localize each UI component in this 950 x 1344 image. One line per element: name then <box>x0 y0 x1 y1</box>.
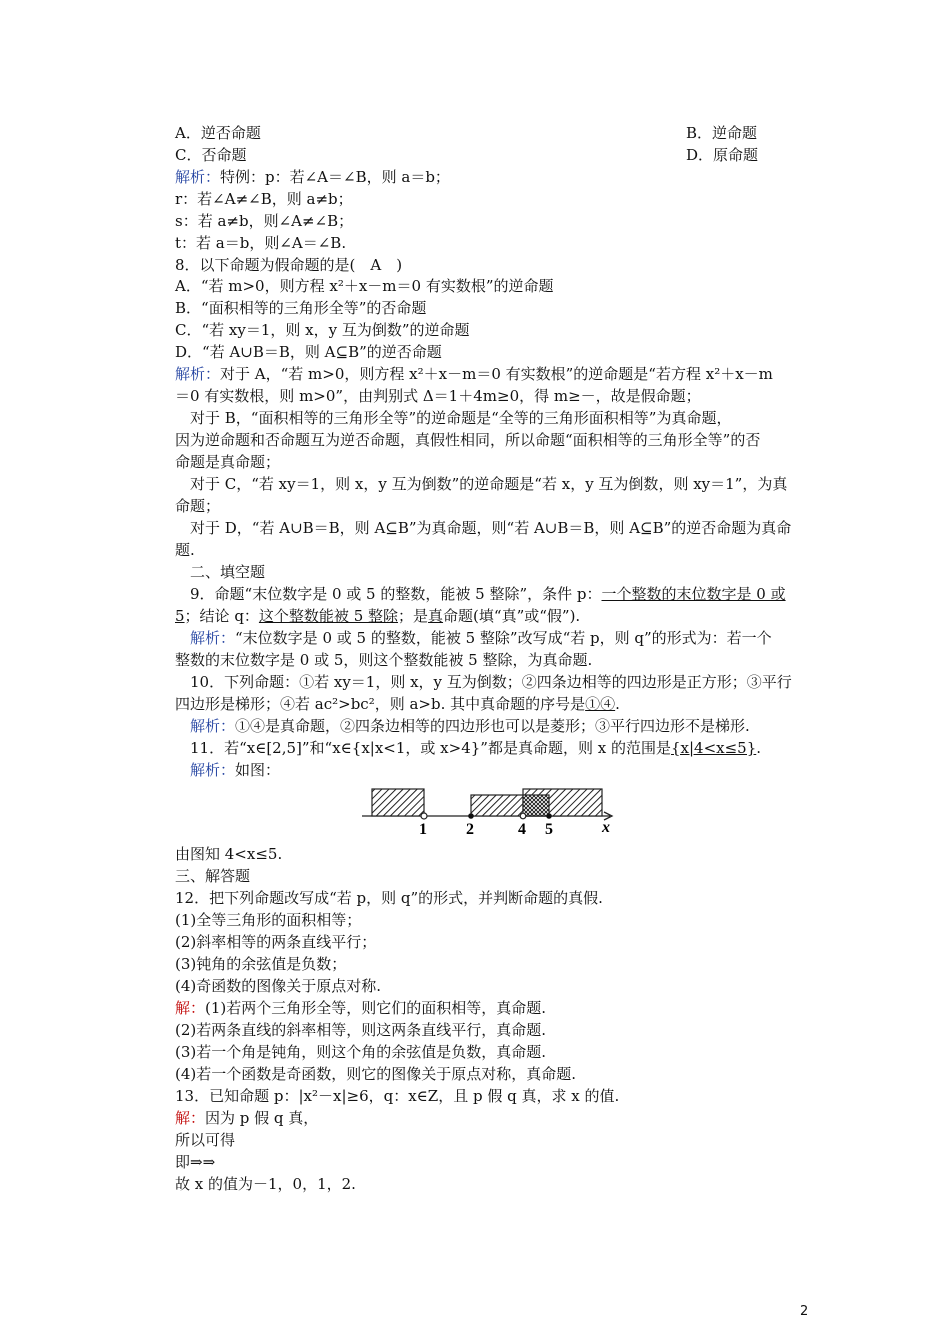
q12-item-1: (1)全等三角形的面积相等； <box>175 911 362 929</box>
q11-text: 11．若“x∈[2,5]”和“x∈{x|x<1，或 x>4}”都是真命题，则 x 的范围是 <box>190 739 671 757</box>
analysis-label: 解析： <box>175 168 221 186</box>
q8-option-d: D．“若 A∪B＝B，则 A⊆B”的逆否命题 <box>175 343 442 361</box>
q12-solution-line-1 <box>175 998 815 1019</box>
q8-stem: 8．以下命题为假命题的是( A ) <box>175 256 403 274</box>
q10-text: 四边形是梯形；④若 ac²>bc²，则 a>b. 其中真命题的序号是 <box>175 695 586 713</box>
tick-label-2: 2 <box>466 821 474 838</box>
q8-analysis-line-1 <box>175 364 815 385</box>
q7-analysis-line-1 <box>175 167 815 188</box>
analysis-text: “末位数字是 0 或 5 的整数，能被 5 整除”改写成“若 p，则 q”的形式为：若一个 <box>235 629 772 647</box>
q8-analysis-line-7: 命题； <box>175 497 221 515</box>
q8-analysis-line-9: 题. <box>175 541 195 559</box>
section-heading-fill-in: 二、填空题 <box>190 563 266 581</box>
q13-solution-line-2: 所以可得 <box>175 1131 236 1149</box>
number-line-figure <box>362 780 622 840</box>
analysis-text: 特例：p：若∠A＝∠B，则 a＝b； <box>220 168 450 186</box>
section-heading-solutions: 三、解答题 <box>175 867 251 885</box>
q9-answer-p-cont: 5 <box>175 607 185 625</box>
q10-text: . <box>615 695 620 713</box>
q11-conclusion: 由图知 4<x≤5. <box>175 845 283 863</box>
closed-point-2 <box>468 813 474 819</box>
q7-analysis-line-3: s：若 a≠b，则∠A≠∠B； <box>175 212 354 230</box>
closed-point-5 <box>546 813 552 819</box>
q8-analysis-line-3: 对于 B，“面积相等的三角形全等”的逆命题是“全等的三角形面积相等”为真命题， <box>190 409 732 427</box>
overlap-4-to-5 <box>523 795 549 816</box>
q8-option-c: C．“若 xy＝1，则 x，y 互为倒数”的逆命题 <box>175 321 470 339</box>
q9-answer-q: 这个整数能被 5 整除 <box>258 607 399 625</box>
solution-label: 解： <box>175 999 206 1017</box>
q8-analysis-line-4: 因为逆命题和否命题互为逆否命题，真假性相同，所以命题“面积相等的三角形全等”的否 <box>175 431 761 449</box>
q7-option-d: D．原命题 <box>686 146 759 164</box>
q7-option-a: A．逆否命题 <box>175 124 261 142</box>
q7-analysis-line-2: r：若∠A≠∠B，则 a≠b； <box>175 190 353 208</box>
q11-answer: {x|4<x≤5} <box>670 739 757 757</box>
q9-line-2 <box>175 606 815 627</box>
q10-answer: ①④ <box>585 695 616 713</box>
q7-option-row-2 <box>175 145 815 166</box>
q12-solution-line-3: (3)若一个角是钝角，则这个角的余弦值是负数，真命题. <box>175 1043 547 1061</box>
q9-analysis-line-1 <box>190 628 830 649</box>
q9-text: 9．命题“末位数字是 0 或 5 的整数，能被 5 整除”，条件 p： <box>190 585 602 603</box>
tick-label-1: 1 <box>419 821 427 838</box>
q11-text: . <box>756 739 762 757</box>
q9-text: 命题(填“真”或“假”). <box>443 607 581 625</box>
q10-analysis-line-1 <box>190 716 830 737</box>
q7-analysis-line-4: t：若 a＝b，则∠A＝∠B. <box>175 234 347 252</box>
q12-solution-line-2: (2)若两条直线的斜率相等，则这两条直线平行，真命题. <box>175 1021 547 1039</box>
solution-label: 解： <box>175 1109 206 1127</box>
q7-option-row-1 <box>175 123 815 144</box>
q13-stem: 13．已知命题 p：|x²－x|≥6，q：x∈Z，且 p 假 q 真，求 x 的值. <box>175 1087 620 1105</box>
q10-line-2 <box>175 694 815 715</box>
analysis-text: ①④是真命题，②四条边相等的四边形也可以是菱形；③平行四边形不是梯形. <box>235 717 750 735</box>
q8-analysis-line-5: 命题是真命题； <box>175 453 281 471</box>
region-x-less-1 <box>372 789 424 816</box>
q11-analysis-line-1 <box>190 760 830 781</box>
q9-answer-p: 一个整数的末位数字是 0 或 <box>601 585 786 603</box>
open-point-1 <box>421 813 427 819</box>
q9-analysis-line-2: 整数的末位数字是 0 或 5，则这个整数能被 5 整除，为真命题. <box>175 651 593 669</box>
analysis-text: 如图： <box>235 761 281 779</box>
q8-analysis-line-6: 对于 C，“若 xy＝1，则 x，y 互为倒数”的逆命题是“若 x，y 互为倒数，则 xy＝1”，为真 <box>190 475 788 493</box>
q9-text: ；是 <box>398 607 429 625</box>
q10-line-1: 10．下列命题：①若 xy＝1，则 x，y 互为倒数；②四条边相等的四边形是正方形；③平行 <box>190 673 792 691</box>
open-point-4 <box>520 813 526 819</box>
q11-line-1 <box>190 738 830 759</box>
q12-stem: 12．把下列命题改写成“若 p，则 q”的形式，并判断命题的真假. <box>175 889 603 907</box>
q9-answer-truth: 真 <box>428 607 444 625</box>
page-number: 2 <box>800 1304 809 1319</box>
solution-text: (1)若两个三角形全等，则它们的面积相等，真命题. <box>205 999 547 1017</box>
q7-option-c: C．否命题 <box>175 146 247 164</box>
analysis-label: 解析： <box>190 629 236 647</box>
q12-solution-line-4: (4)若一个函数是奇函数，则它的图像关于原点对称，真命题. <box>175 1065 577 1083</box>
analysis-label: 解析： <box>190 761 236 779</box>
q13-solution-line-1 <box>175 1108 815 1129</box>
q8-analysis-line-2: ＝0 有实数根，则 m>0”，由判别式 Δ＝1＋4m≥0，得 m≥－，故是假命题； <box>175 387 701 405</box>
q8-option-b: B．“面积相等的三角形全等”的否命题 <box>175 299 427 317</box>
q12-item-4: (4)奇函数的图像关于原点对称. <box>175 977 382 995</box>
q13-solution-line-3: 即⇒⇒ <box>175 1153 216 1171</box>
analysis-label: 解析： <box>175 365 221 383</box>
analysis-label: 解析： <box>190 717 236 735</box>
q12-item-2: (2)斜率相等的两条直线平行； <box>175 933 377 951</box>
q9-line-1 <box>190 584 830 605</box>
q7-option-b: B．逆命题 <box>686 124 758 142</box>
tick-label-4: 4 <box>518 821 526 838</box>
q13-solution-line-4: 故 x 的值为－1，0，1，2. <box>175 1175 356 1193</box>
tick-label-5: 5 <box>545 821 553 838</box>
q8-option-a: A．“若 m>0，则方程 x²＋x－m＝0 有实数根”的逆命题 <box>175 277 554 295</box>
q12-item-3: (3)钝角的余弦值是负数； <box>175 955 347 973</box>
q9-text: ；结论 q： <box>184 607 259 625</box>
q8-analysis-line-8: 对于 D，“若 A∪B＝B，则 A⊆B”为真命题，则“若 A∪B＝B，则 A⊆B”的逆否命题为真命 <box>190 519 792 537</box>
analysis-text: 对于 A，“若 m>0，则方程 x²＋x－m＝0 有实数根”的逆命题是“若方程 x²＋x－m <box>220 365 773 383</box>
solution-text: 因为 p 假 q 真， <box>205 1109 319 1127</box>
axis-label-x: x <box>602 819 610 836</box>
